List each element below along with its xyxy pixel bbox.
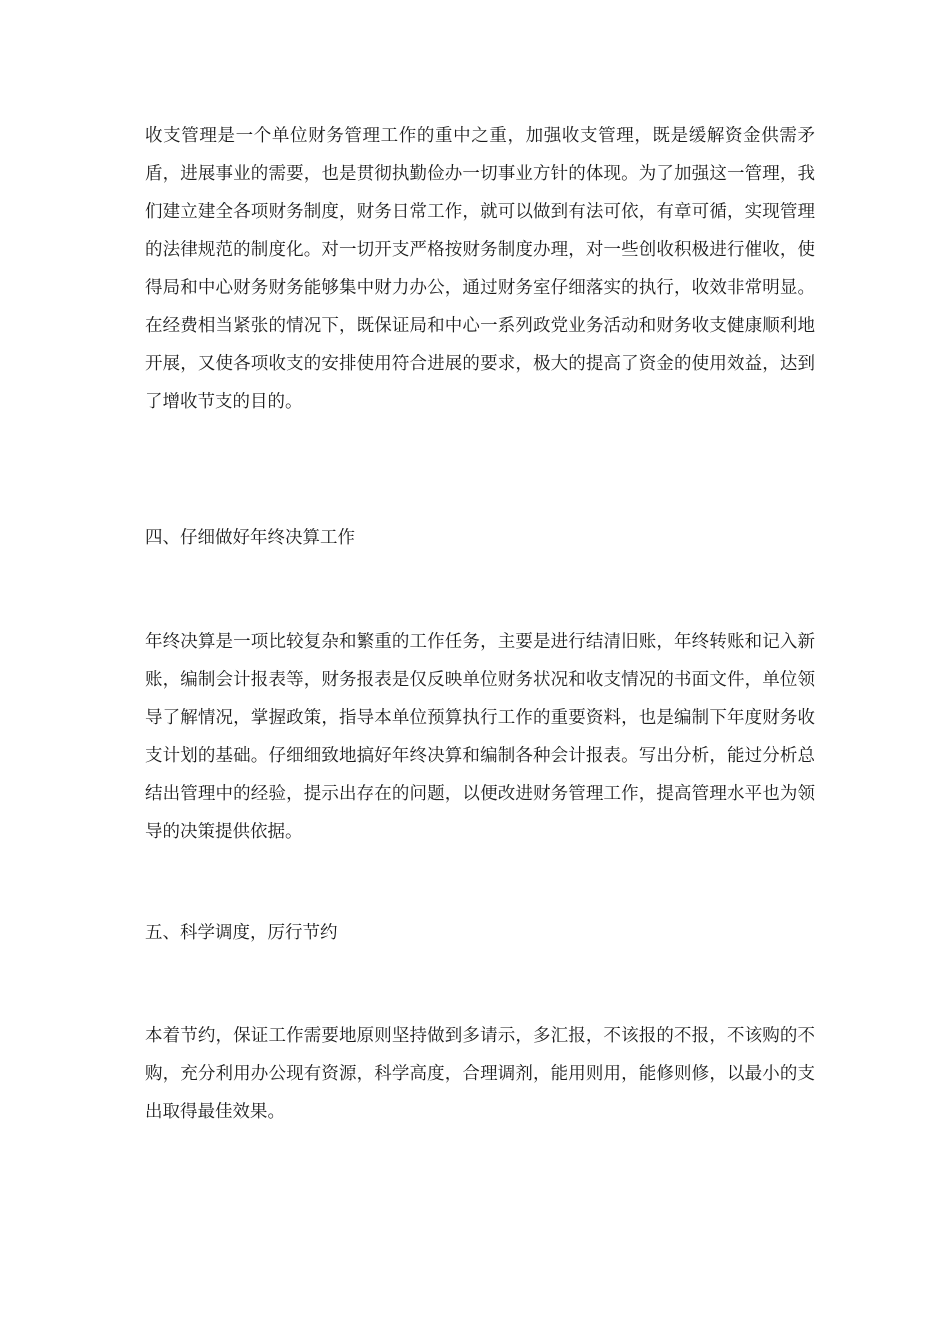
section-heading-scientific-scheduling: 五、科学调度，厉行节约 xyxy=(145,923,338,943)
paragraph-scientific-scheduling: 本着节约，保证工作需要地原则坚持做到多请示，多汇报，不该报的不报，不该购的不购，充分利用办公现有资源，科学高度，合理调剂，能用则用，能修则修，以最小的支出取得最佳效果。 xyxy=(145,1026,815,1122)
paragraph-year-end-settlement: 年终决算是一项比较复杂和繁重的工作任务，主要是进行结清旧账，年终转账和记入新账，编制会计报表等，财务报表是仅反映单位财务状况和收支情况的书面文件，单位领导了解情况，掌握政策，指导本单位预算执行工作的重要资料，也是编制下年度财务收支计划的基础。仔细细致地搞好年终决算和编制各种会计报表。写出分析，能过分析总结出管理中的经验，提示出存在的问题，以便改进财务管理工作，提高管理水平也为领导的决策提供依据。 xyxy=(145,632,815,842)
paragraph-revenue-expense-management: 收支管理是一个单位财务管理工作的重中之重，加强收支管理，既是缓解资金供需矛盾，进展事业的需要，也是贯彻执勤俭办一切事业方针的体现。为了加强这一管理，我们建立建全各项财务制度，财务日常工作，就可以做到有法可依，有章可循，实现管理的法律规范的制度化。对一切开支严格按财务制度办理，对一些创收积极进行催收，使得局和中心财务财务能够集中财力办公，通过财务室仔细落实的执行，收效非常明显。在经费相当紧张的情况下，既保证局和中心一系列政党业务活动和财务收支健康顺利地开展，又使各项收支的安排使用符合进展的要求，极大的提高了资金的使用效益，达到了增收节支的目的。 xyxy=(145,126,815,412)
section-heading-year-end-settlement: 四、仔细做好年终决算工作 xyxy=(145,528,355,548)
